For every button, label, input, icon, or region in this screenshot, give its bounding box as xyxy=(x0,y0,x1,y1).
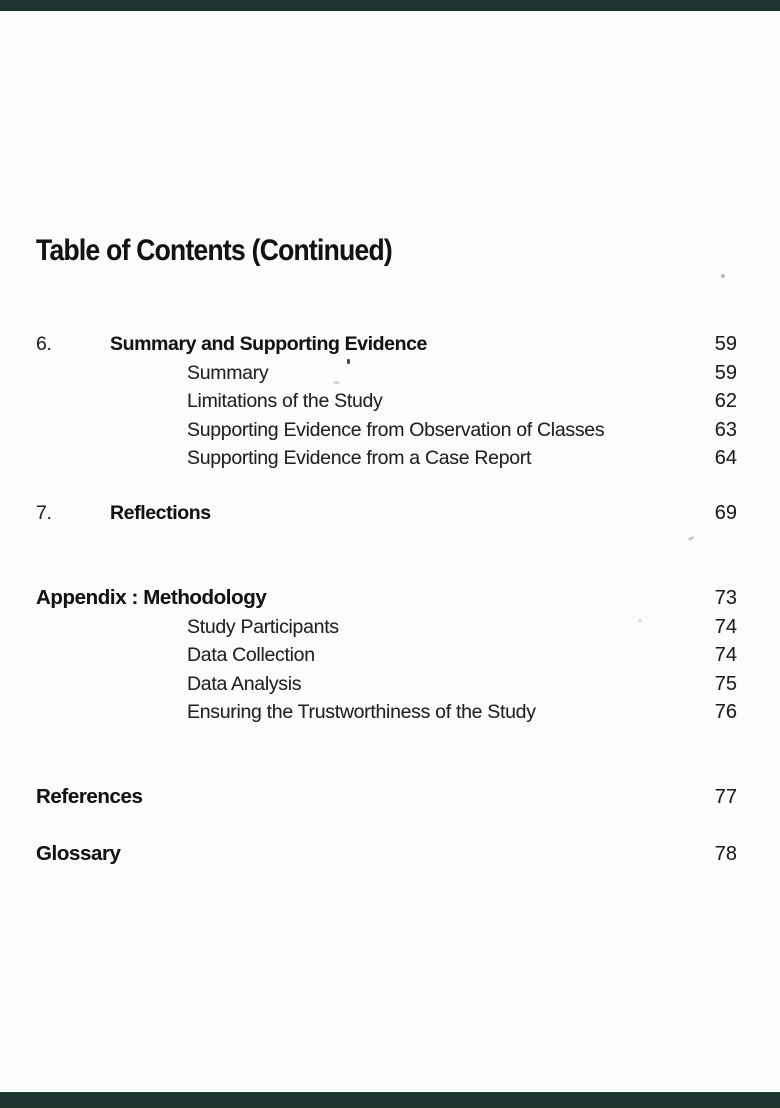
subentry-title: Limitations of the Study xyxy=(187,390,383,413)
scan-speck xyxy=(721,274,725,278)
section-title: Summary and Supporting Evidence xyxy=(110,333,427,355)
toc-subentry xyxy=(36,387,737,416)
section-title: Reflections xyxy=(110,502,211,524)
toc-entry xyxy=(36,584,737,613)
subentry-title: Ensuring the Trustworthiness of the Study xyxy=(187,701,536,724)
toc-subentry xyxy=(36,359,737,388)
toc-references xyxy=(36,783,737,812)
toc-subentry xyxy=(36,698,737,727)
scan-speck xyxy=(638,619,642,622)
toc-subentry xyxy=(36,416,737,445)
subentry-title: Summary xyxy=(187,361,269,384)
scan-edge-bottom xyxy=(0,1092,780,1108)
page-title: Table of Contents (Continued) xyxy=(36,234,392,267)
page-number: 74 xyxy=(714,644,737,667)
toc-subentry xyxy=(36,641,737,670)
page-number: 59 xyxy=(714,333,737,355)
toc-appendix xyxy=(36,584,737,727)
appendix-title: Appendix : Methodology xyxy=(36,586,267,609)
page-number: 63 xyxy=(714,418,737,441)
toc-entry xyxy=(36,783,737,812)
toc-entry xyxy=(36,330,737,359)
subentry-title: Supporting Evidence from a Case Report xyxy=(187,447,532,470)
scan-speck xyxy=(688,536,695,542)
toc-subentry xyxy=(36,613,737,642)
page-number: 69 xyxy=(714,502,737,524)
scan-speck xyxy=(333,381,340,384)
subentry-title: Supporting Evidence from Observation of Classes xyxy=(187,418,605,441)
toc-section-7 xyxy=(36,499,737,528)
page-number: 74 xyxy=(714,615,737,638)
page-number: 78 xyxy=(714,843,737,865)
toc-subentry xyxy=(36,444,737,473)
toc-entry xyxy=(36,840,737,869)
page-number: 76 xyxy=(714,701,737,724)
glossary-title: Glossary xyxy=(36,842,121,865)
section-number: 7. xyxy=(36,502,52,524)
page-number: 75 xyxy=(714,672,737,695)
page-number: 77 xyxy=(714,786,737,808)
toc-subentry xyxy=(36,670,737,699)
page-number: 64 xyxy=(714,447,737,470)
scan-speck xyxy=(347,359,350,364)
page-number: 59 xyxy=(714,361,737,384)
toc-entry xyxy=(36,499,737,528)
toc-glossary xyxy=(36,840,737,869)
references-title: References xyxy=(36,785,143,808)
subentry-title: Study Participants xyxy=(187,615,339,638)
page-number: 62 xyxy=(714,390,737,413)
toc-section-6 xyxy=(36,330,737,473)
subentry-title: Data Collection xyxy=(187,644,315,667)
page-number: 73 xyxy=(714,587,737,609)
scan-edge-top xyxy=(0,0,780,11)
section-number: 6. xyxy=(36,333,52,355)
subentry-title: Data Analysis xyxy=(187,672,302,695)
